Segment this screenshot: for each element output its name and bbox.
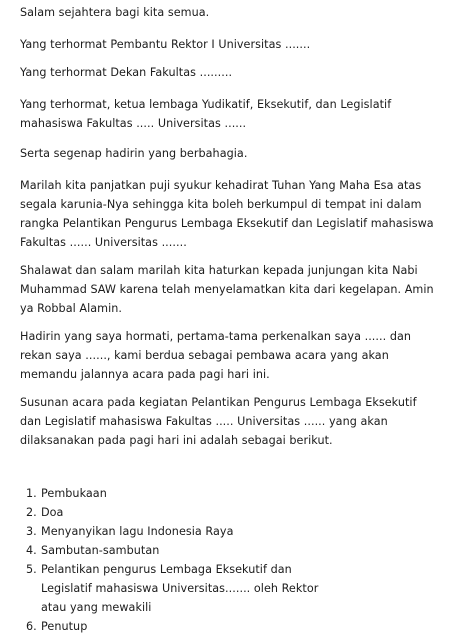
agenda-item bbox=[26, 522, 426, 541]
paragraph-gratitude: Marilah kita panjatkan puji syukur kehadirat Tuhan Yang Maha Esa atas segala karunia-Nya sehingga kita boleh berkumpul di tempat ini dalam rangka Pelantikan Pengurus Lembaga Eksekutif dan Legislatif mahasiswa Fakultas ...... Universitas ....... bbox=[20, 179, 434, 249]
agenda-item-number: 4. bbox=[26, 544, 37, 557]
paragraph-greeting: Salam sejahtera bagi kita semua. bbox=[20, 6, 210, 19]
agenda-item-text: Sambutan-sambutan bbox=[41, 544, 160, 557]
agenda-item-number: 5. bbox=[26, 563, 37, 576]
agenda-item-text: Penutup bbox=[41, 620, 88, 633]
paragraph-shalawat: Shalawat dan salam marilah kita haturkan kepada junjungan kita Nabi Muhammad SAW karena telah menyelamatkan kita dari kegelapan. Amin ya Robbal Alamin. bbox=[20, 264, 434, 315]
agenda-item-number: 2. bbox=[26, 506, 37, 519]
agenda-item-text: Menyanyikan lagu Indonesia Raya bbox=[41, 525, 234, 538]
agenda-item-text: Pembukaan bbox=[41, 487, 107, 500]
agenda-item bbox=[26, 541, 426, 560]
agenda-item bbox=[26, 617, 426, 636]
agenda-item-number: 6. bbox=[26, 620, 37, 633]
agenda-list bbox=[26, 484, 426, 636]
agenda-item bbox=[26, 503, 426, 522]
paragraph-introduction: Hadirin yang saya hormati, pertama-tama perkenalkan saya ...... dan rekan saya ......, kami berdua sebagai pembawa acara yang akan memandu jalannya acara pada pagi hari ini. bbox=[20, 330, 412, 381]
paragraph-agenda-intro: Susunan acara pada kegiatan Pelantikan Pengurus Lembaga Eksekutif dan Legislatif mahasiswa Fakultas ..... Universitas ...... yang akan dilaksanakan pada pagi hari ini adalah sebagai berikut. bbox=[20, 396, 417, 447]
agenda-item-text: Doa bbox=[41, 506, 64, 519]
paragraph-salutation-institution-heads: Yang terhormat, ketua lembaga Yudikatif, Eksekutif, dan Legislatif mahasiswa Fakultas ..... Universitas ...... bbox=[20, 98, 392, 130]
agenda-item bbox=[26, 560, 426, 617]
agenda-item bbox=[26, 484, 426, 503]
agenda-item-text: Pelantikan pengurus Lembaga Eksekutif dan Legislatif mahasiswa Universitas....... oleh Rektor atau yang mewakili bbox=[41, 563, 319, 614]
paragraph-salutation-rector: Yang terhormat Pembantu Rektor I Universitas ....... bbox=[20, 38, 311, 51]
agenda-item-number: 1. bbox=[26, 487, 37, 500]
paragraph-salutation-audience: Serta segenap hadirin yang berbahagia. bbox=[20, 147, 248, 160]
agenda-item-number: 3. bbox=[26, 525, 37, 538]
paragraph-salutation-dean: Yang terhormat Dekan Fakultas ......... bbox=[20, 66, 233, 79]
